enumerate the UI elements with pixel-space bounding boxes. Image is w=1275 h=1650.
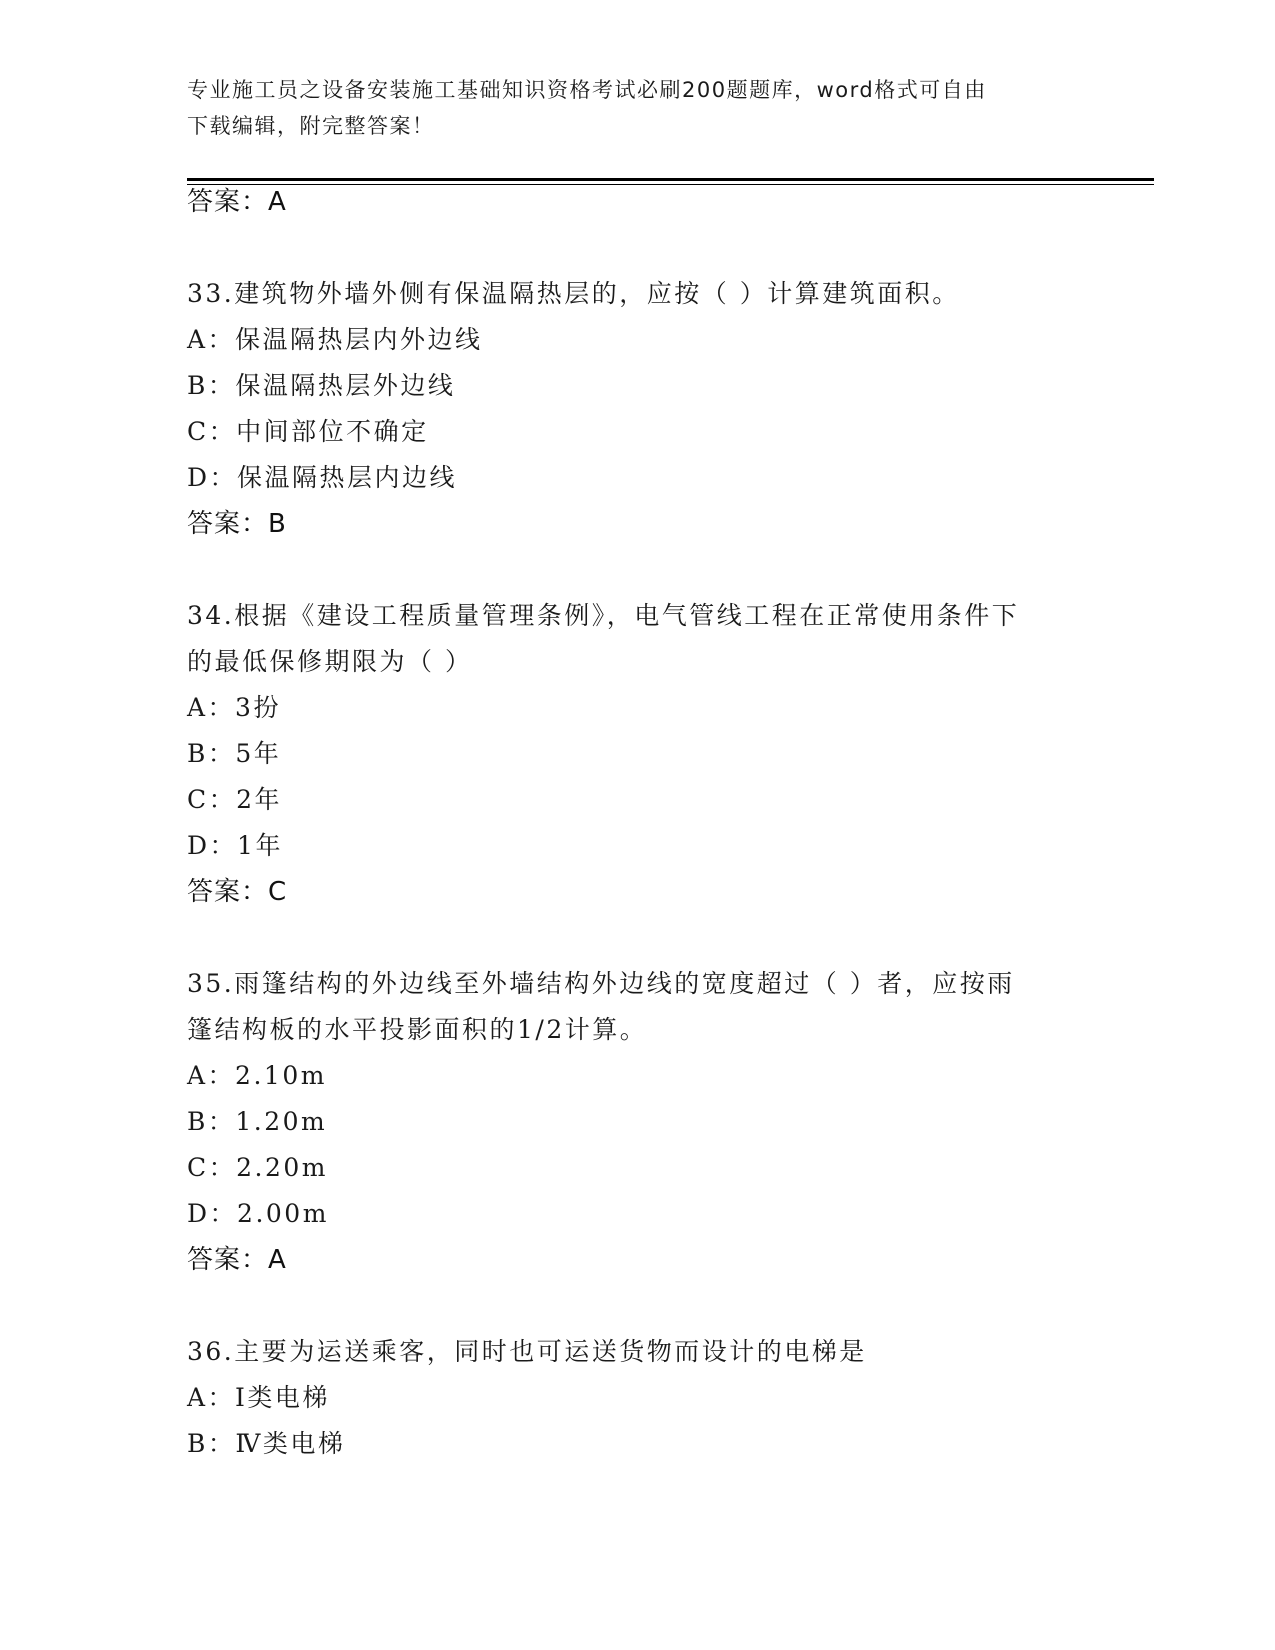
option-c: C：2.20m xyxy=(187,1153,328,1182)
option-b: B：Ⅳ类电梯 xyxy=(187,1429,346,1458)
question-stem-line-1: 34.根据《建设工程质量管理条例》，电气管线工程在正常使用条件下 xyxy=(187,601,1020,630)
question-list xyxy=(187,187,1087,1475)
spacer xyxy=(187,923,1087,969)
question-stem: 36.主要为运送乘客，同时也可运送货物而设计的电梯是 xyxy=(187,1337,867,1366)
answer-q34: 答案：C xyxy=(187,877,288,907)
answer-q33: 答案：B xyxy=(187,509,287,539)
answer-q32: 答案：A xyxy=(187,187,287,217)
answer-q35: 答案：A xyxy=(187,1245,287,1275)
question-35 xyxy=(187,969,1087,1291)
option-a: A：保温隔热层内外边线 xyxy=(187,325,483,354)
header-line-2: 下载编辑，附完整答案！ xyxy=(187,114,435,138)
spacer xyxy=(187,233,1087,279)
question-stem-line-2: 篷结构板的水平投影面积的1/2计算。 xyxy=(187,1015,648,1044)
option-a: A：2.10m xyxy=(187,1061,327,1090)
option-c: C：2年 xyxy=(187,785,283,814)
option-b: B：5年 xyxy=(187,739,282,768)
option-a: A：3扮 xyxy=(187,693,281,722)
option-c: C：中间部位不确定 xyxy=(187,417,429,446)
option-b: B：1.20m xyxy=(187,1107,328,1136)
option-a: A：Ⅰ类电梯 xyxy=(187,1383,330,1412)
header-divider-thick xyxy=(187,178,1154,181)
question-stem-line-2: 的最低保修期限为（ ） xyxy=(187,647,473,676)
question-33 xyxy=(187,279,1087,555)
question-34 xyxy=(187,601,1087,923)
spacer xyxy=(187,555,1087,601)
header-divider-thin xyxy=(187,184,1154,185)
option-d: D：1年 xyxy=(187,831,283,860)
spacer xyxy=(187,1291,1087,1337)
header-line-1: 专业施工员之设备安装施工基础知识资格考试必刷200题题库，word格式可自由 xyxy=(187,78,987,102)
option-b: B：保温隔热层外边线 xyxy=(187,371,456,400)
option-d: D：2.00m xyxy=(187,1199,329,1228)
question-stem-line-1: 35.雨篷结构的外边线至外墙结构外边线的宽度超过（ ）者，应按雨 xyxy=(187,969,1015,998)
question-stem: 33.建筑物外墙外侧有保温隔热层的，应按（ ）计算建筑面积。 xyxy=(187,279,960,308)
option-d: D：保温隔热层内边线 xyxy=(187,463,458,492)
document-header xyxy=(187,72,1067,144)
question-36 xyxy=(187,1337,1087,1475)
